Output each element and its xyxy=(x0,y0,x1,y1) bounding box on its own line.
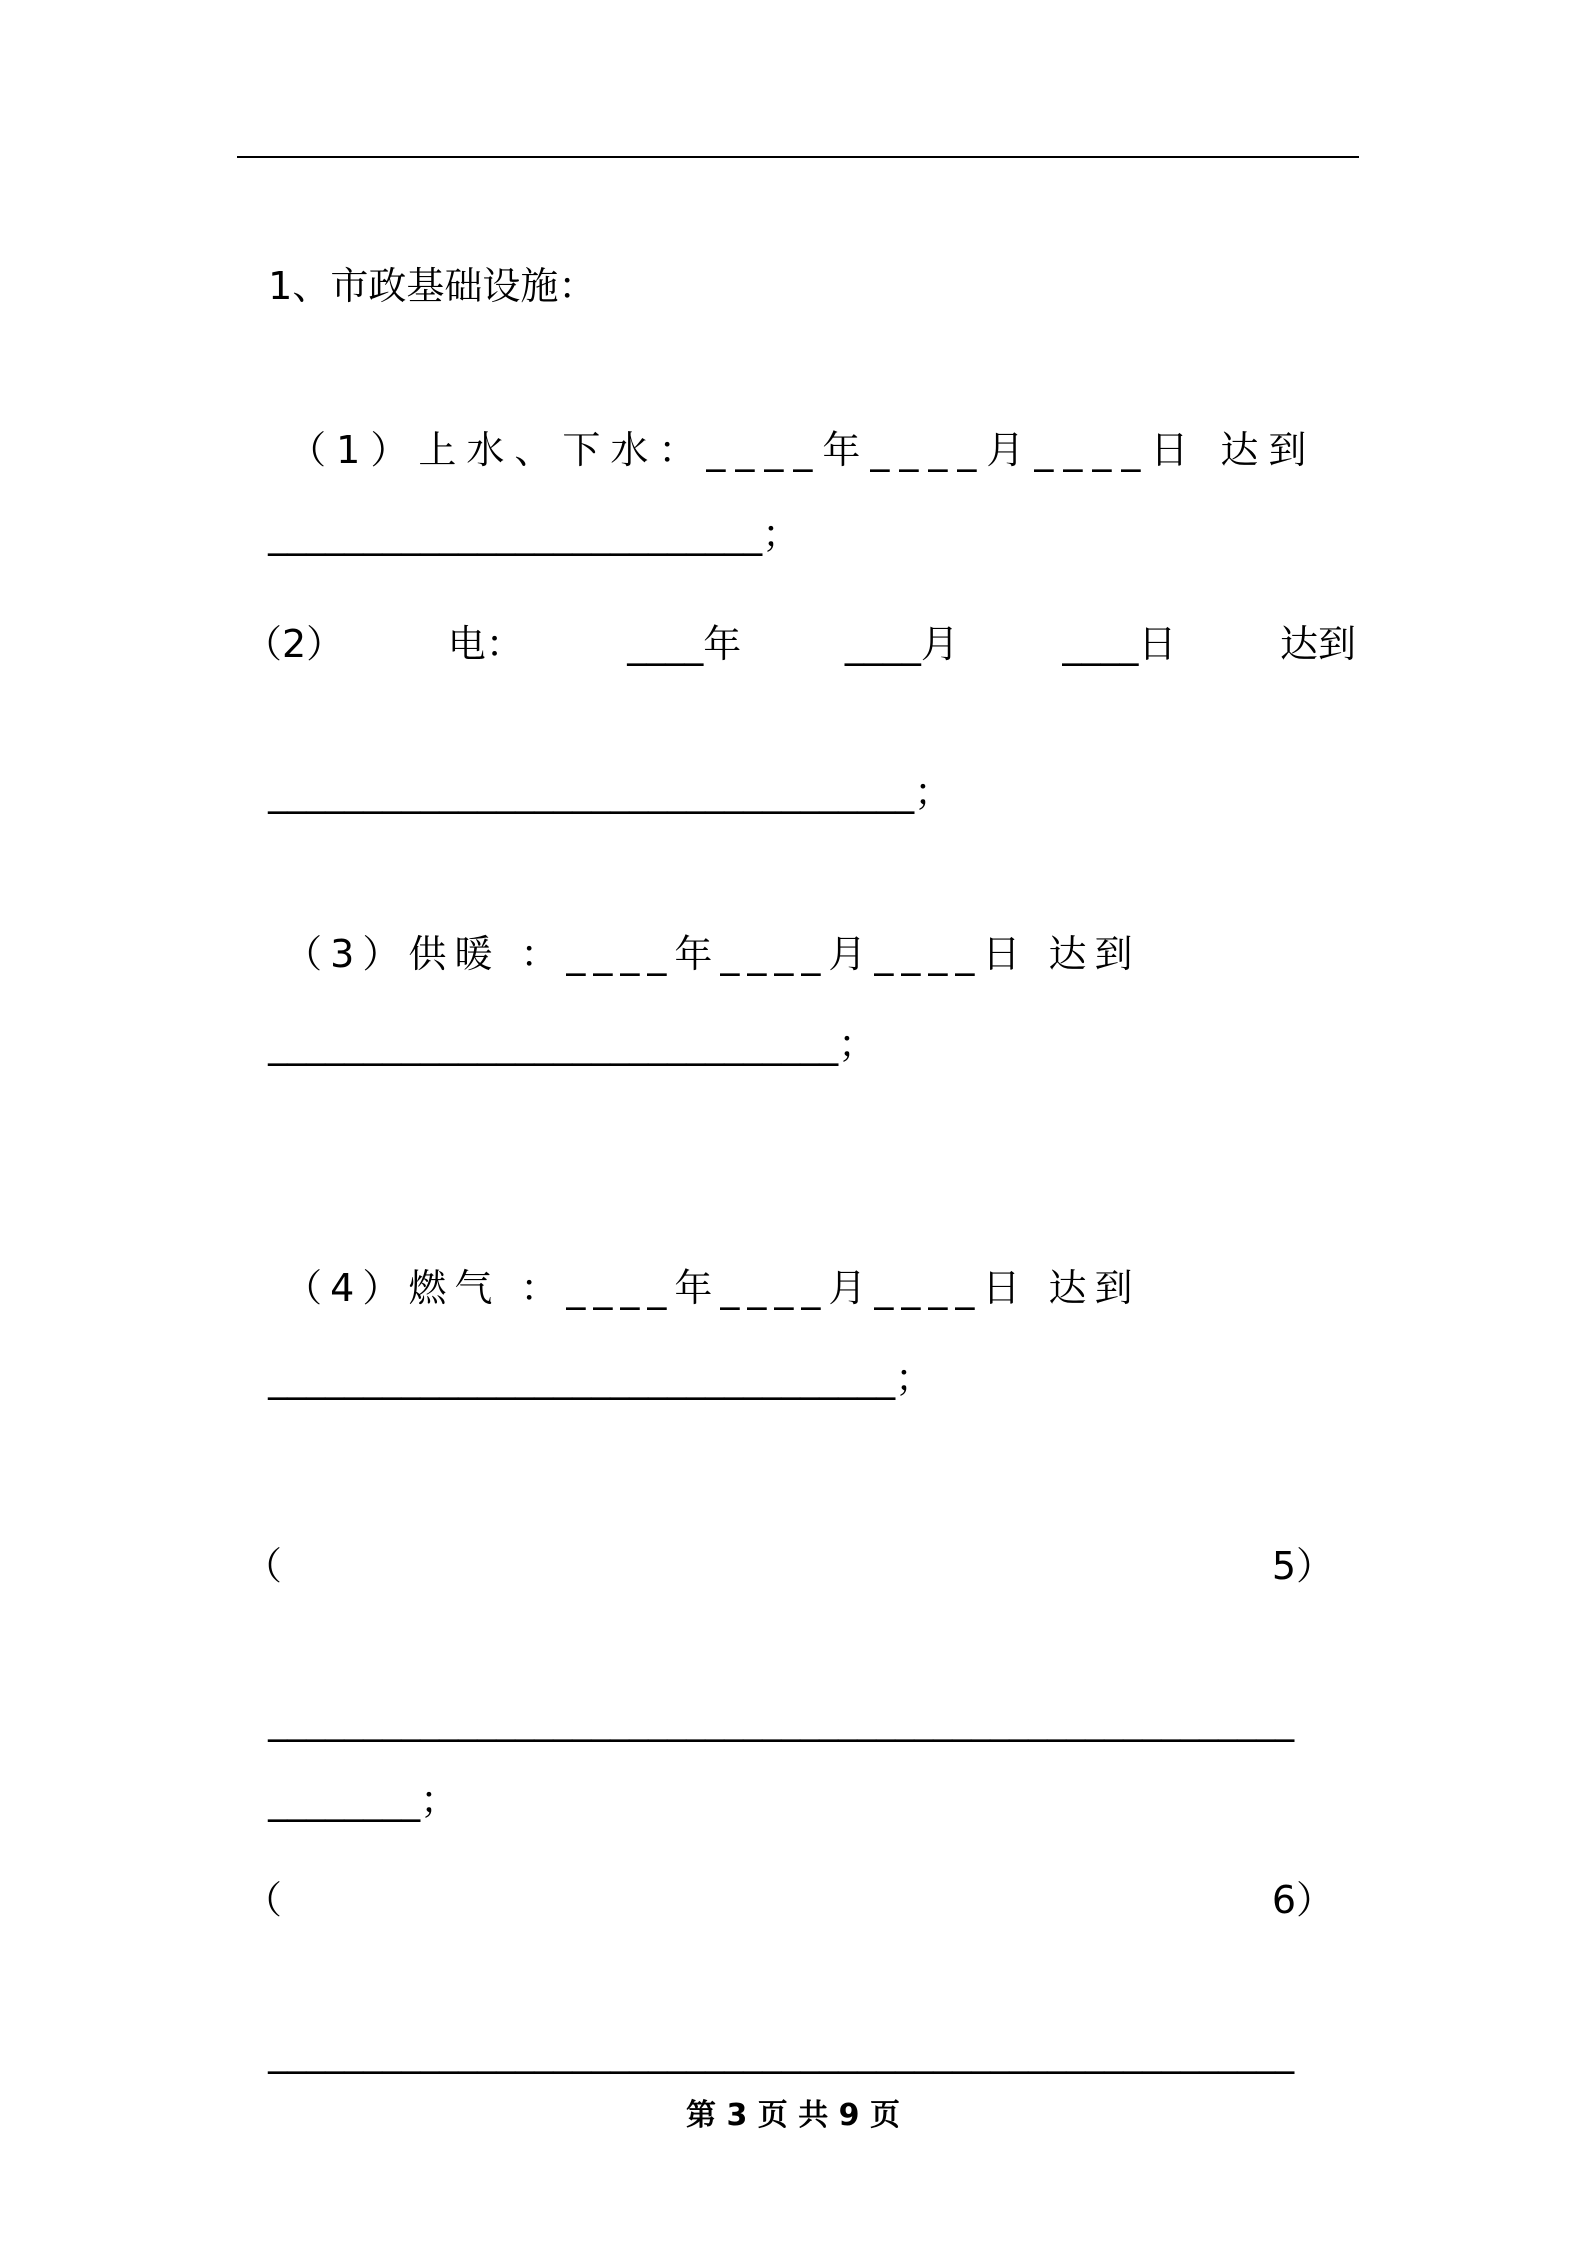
item-1-4-line-1 xyxy=(244,1204,1356,1310)
item-1-3-text: （3）供暖 ：____年____月____日 达到 xyxy=(284,932,1141,976)
item-1-2-year: ____年 xyxy=(627,622,742,666)
item-1-4-text: （4）燃气 ：____年____月____日 达到 xyxy=(284,1266,1141,1310)
item-1-4-line-2 xyxy=(244,1294,1356,1400)
item-1-6-blank: ______________________________________________________ xyxy=(268,2030,1295,2074)
item-1-6-open: （ xyxy=(244,1878,283,1922)
item-1-1-text: （1）上水、下水：____年____月____日 达到 xyxy=(288,428,1317,472)
item-1-2-line-1 xyxy=(244,616,1356,672)
item-1-2-name: 电： xyxy=(447,622,524,666)
item-1-text: 1、市政基础设施： xyxy=(268,264,597,308)
item-1-2-label: （2） xyxy=(244,622,345,666)
item-1-3-blank: ______________________________； xyxy=(268,1022,877,1066)
item-1-2-line-2 xyxy=(244,708,1356,814)
item-1-6-line-1 xyxy=(244,1872,1334,1928)
item-1-5-line-3 xyxy=(244,1716,1356,1822)
item-1-5-open: （ xyxy=(244,1544,283,1588)
item-1-5-blank-end: ________； xyxy=(268,1778,459,1822)
item-1-5-number: 5） xyxy=(1271,1544,1334,1588)
item-1-1-blank: __________________________； xyxy=(268,512,801,556)
item-1-3-line-1 xyxy=(244,870,1356,976)
item-1-4-blank: _________________________________； xyxy=(268,1356,934,1400)
item-1-2-month: ____月 xyxy=(844,622,959,666)
item-1-1-line-1 xyxy=(244,366,1356,472)
page-indicator: 第 3 页 共 9 页 xyxy=(686,2098,900,2133)
item-1-2-day: ____日 xyxy=(1062,622,1177,666)
item-1-5-line-1 xyxy=(244,1538,1334,1594)
item-1-3-line-2 xyxy=(244,960,1356,1066)
item-1-6-number: 6） xyxy=(1271,1878,1334,1922)
item-1-1-line-2 xyxy=(244,450,1356,556)
item-1-5-line-2 xyxy=(244,1636,1356,1742)
header-rule xyxy=(237,156,1359,158)
item-1-6-line-2 xyxy=(244,1968,1356,2074)
item-1-2-blank: __________________________________； xyxy=(268,770,953,814)
item-1-5-blank: ______________________________________________________ xyxy=(268,1698,1295,1742)
item-1-2-reach: 达到 xyxy=(1279,622,1356,666)
item-1-heading xyxy=(244,202,1356,308)
